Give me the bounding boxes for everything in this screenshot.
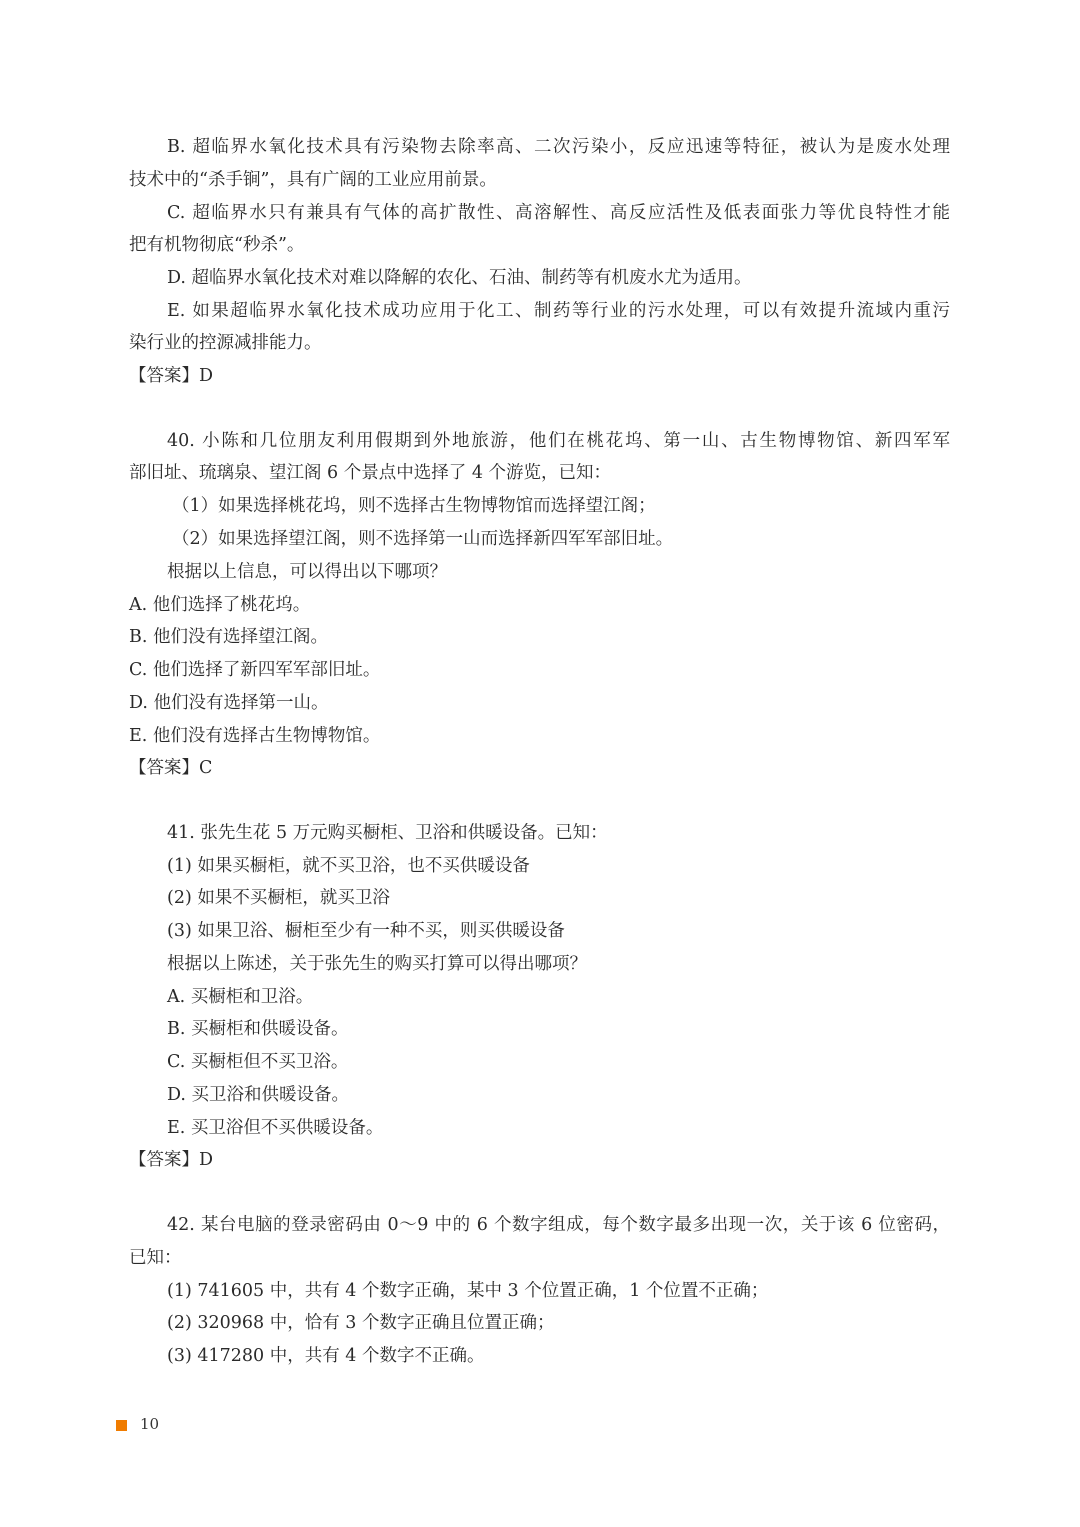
stem-line1: 42. 某台电脑的登录密码由 0～9 中的 6 个数字组成，每个数字最多出现一次，关于该 6 位密码， xyxy=(167,1215,950,1235)
question-text: 根据以上陈述，关于张先生的购买打算可以得出哪项？ xyxy=(167,954,587,974)
option-b-line1: B. 超临界水氧化技术具有污染物去除率高、二次污染小，反应迅速等特征，被认为是废水处理 xyxy=(167,137,950,157)
option-a: A. 买橱柜和卫浴。 xyxy=(167,987,314,1007)
option-d: D. 超临界水氧化技术对难以降解的农化、石油、制药等有机废水尤为适用。 xyxy=(167,268,752,288)
option-b-line2: 技术中的“杀手锏”，具有广阔的工业应用前景。 xyxy=(129,170,497,190)
option-d: D. 买卫浴和供暖设备。 xyxy=(167,1085,350,1105)
option-c-line2: 把有机物彻底“秒杀”。 xyxy=(129,235,305,255)
option-e-line2: 染行业的控源减排能力。 xyxy=(129,333,322,353)
condition-3: (3) 417280 中，共有 4 个数字不正确。 xyxy=(167,1346,485,1366)
condition-1: (1) 741605 中，共有 4 个数字正确，某中 3 个位置正确，1 个位置不正确； xyxy=(167,1281,769,1301)
option-e: E. 买卫浴但不买供暖设备。 xyxy=(167,1118,384,1138)
question-text: 根据以上信息，可以得出以下哪项？ xyxy=(167,562,447,582)
option-c: C. 他们选择了新四军军部旧址。 xyxy=(129,660,381,680)
condition-2: (2) 320968 中，恰有 3 个数字正确且位置正确； xyxy=(167,1313,555,1333)
option-a: A. 他们选择了桃花坞。 xyxy=(129,595,311,615)
page-marker-square-icon xyxy=(116,1420,127,1431)
option-e: E. 他们没有选择古生物博物馆。 xyxy=(129,726,381,746)
condition-2: (2) 如果不买橱柜，就买卫浴 xyxy=(167,888,390,908)
condition-1: (1) 如果买橱柜，就不买卫浴，也不买供暖设备 xyxy=(167,856,530,876)
option-c: C. 买橱柜但不买卫浴。 xyxy=(167,1052,349,1072)
option-b: B. 买橱柜和供暖设备。 xyxy=(167,1019,349,1039)
option-e-line1: E. 如果超临界水氧化技术成功应用于化工、制药等行业的污水处理，可以有效提升流域内重污 xyxy=(167,301,950,321)
page-number: 10 xyxy=(140,1415,160,1433)
stem: 41. 张先生花 5 万元购买橱柜、卫浴和供暖设备。已知： xyxy=(167,823,608,843)
stem-line1: 40. 小陈和几位朋友利用假期到外地旅游，他们在桃花坞、第一山、古生物博物馆、新四军军 xyxy=(167,431,950,451)
option-c-line1: C. 超临界水只有兼具有气体的高扩散性、高溶解性、高反应活性及低表面张力等优良特性才能 xyxy=(167,203,950,223)
condition-1: （1）如果选择桃花坞，则不选择古生物博物馆而选择望江阁； xyxy=(172,496,656,516)
condition-2: （2）如果选择望江阁，则不选择第一山而选择新四军军部旧址。 xyxy=(172,529,674,549)
condition-3: (3) 如果卫浴、橱柜至少有一种不买，则买供暖设备 xyxy=(167,921,565,941)
stem-line2: 部旧址、琉璃泉、望江阁 6 个景点中选择了 4 个游览，已知： xyxy=(129,463,612,483)
option-d: D. 他们没有选择第一山。 xyxy=(129,693,329,713)
answer-39: 【答案】D xyxy=(129,366,214,386)
answer-41: 【答案】D xyxy=(129,1150,214,1170)
stem-line2: 已知： xyxy=(129,1248,182,1268)
option-b: B. 他们没有选择望江阁。 xyxy=(129,627,328,647)
answer-40: 【答案】C xyxy=(129,758,213,778)
